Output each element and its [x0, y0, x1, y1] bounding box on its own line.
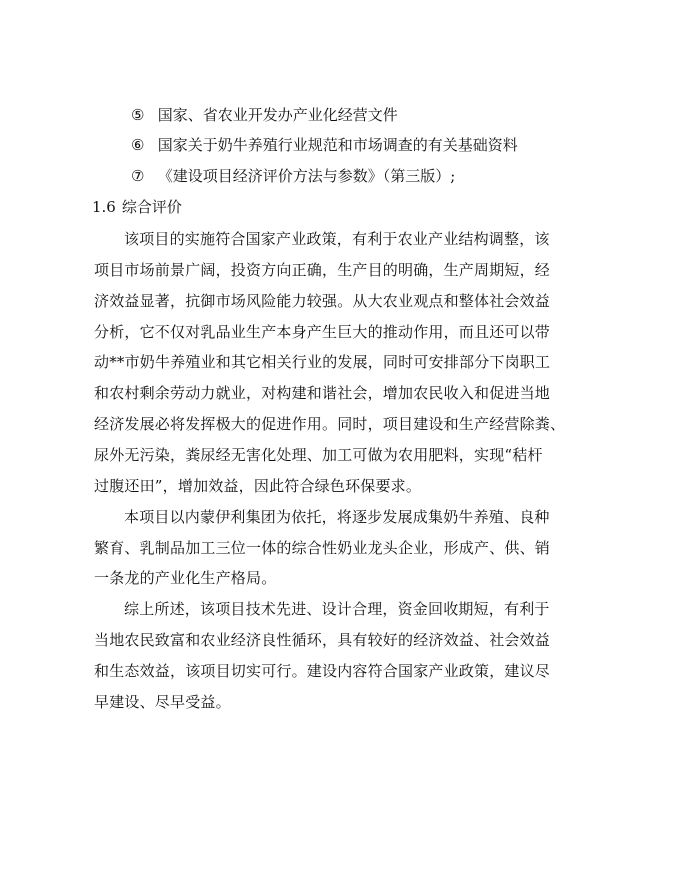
paragraph-line: 分析，它不仅对乳品业生产本身产生巨大的推动作用，而且还可以带 — [94, 323, 551, 341]
paragraph-line: 和农村剩余劳动力就业，对构建和谐社会，增加农民收入和促进当地 — [94, 384, 551, 402]
section-heading — [92, 196, 182, 218]
paragraph-line: 尿外无污染，粪尿经无害化处理、加工可做为农用肥料，实现“秸杆 — [94, 446, 543, 464]
reference-item — [131, 165, 455, 187]
paragraph-line: 过腹还田”，增加效益，因此符合绿色环保要求。 — [94, 477, 422, 495]
paragraph-line: 和生态效益，该项目切实可行。建设内容符合国家产业政策，建议尽 — [94, 662, 551, 680]
reference-item — [131, 104, 398, 126]
reference-item — [131, 134, 518, 156]
paragraph-line: 项目市场前景广阔，投资方向正确，生产目的明确，生产周期短，经 — [94, 261, 551, 279]
paragraph-line: 本项目以内蒙伊利集团为依托，将逐步发展成集奶牛养殖、良种 — [124, 508, 550, 526]
paragraph-line: 当地农民致富和农业经济良性循环，具有较好的经济效益、社会效益 — [94, 631, 551, 649]
reference-number: ⑥ — [131, 136, 145, 154]
paragraph-line: 早建设、尽早受益。 — [94, 693, 231, 711]
reference-text: 国家关于奶牛养殖行业规范和市场调查的有关基础资料 — [157, 136, 518, 154]
reference-text: 《建设项目经济评价方法与参数》（第三版）; — [157, 167, 456, 185]
paragraph-line: 动**市奶牛养殖业和其它相关行业的发展，同时可安排部分下岗职工 — [94, 353, 551, 371]
paragraph-line: 济效益显著，抗御市场风险能力较强。从大农业观点和整体社会效益 — [94, 292, 551, 310]
reference-text: 国家、省农业开发办产业化经营文件 — [157, 106, 398, 124]
paragraph-line: 经济发展必将发挥极大的促进作用。同时，项目建设和生产经营除粪、 — [94, 415, 566, 433]
paragraph-line: 一条龙的产业化生产格局。 — [94, 569, 277, 587]
paragraph-line: 该项目的实施符合国家产业政策，有利于农业产业结构调整，该 — [124, 230, 550, 248]
section-number: 1.6 — [92, 198, 116, 216]
reference-number: ⑤ — [131, 106, 145, 124]
paragraph-line: 繁育、乳制品加工三位一体的综合性奶业龙头企业，形成产、供、销 — [94, 539, 551, 557]
section-title: 综合评价 — [121, 198, 182, 216]
paragraph-line: 综上所述，该项目技术先进、设计合理，资金回收期短，有利于 — [124, 600, 550, 618]
reference-number: ⑦ — [131, 167, 145, 185]
